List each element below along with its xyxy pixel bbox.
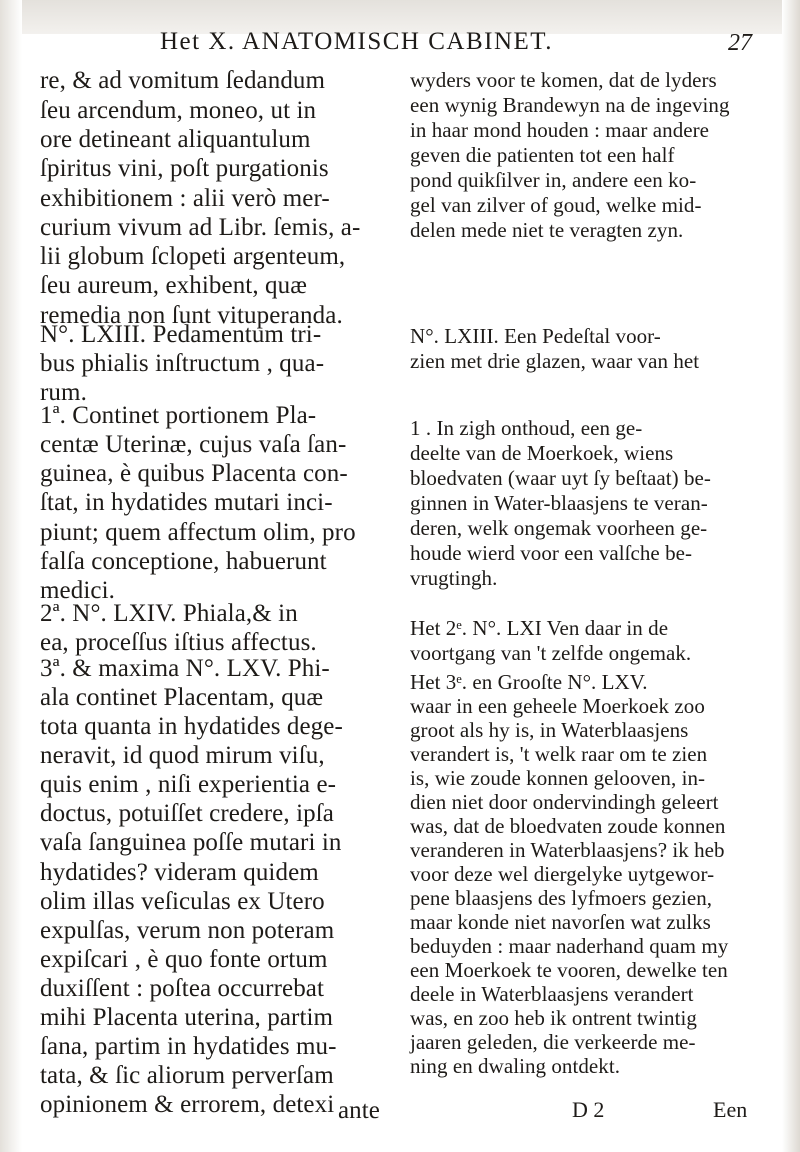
dutch-line: 1 . In zigh onthoud, een ge- xyxy=(410,416,643,440)
dutch-line: N°. LXIII. Een Pedeſtal voor- xyxy=(410,324,661,348)
latin-line: vaſa ſanguinea poſſe mutari in xyxy=(40,829,342,856)
latin-line: falſa conceptione, habuerunt xyxy=(40,548,327,575)
latin-line: remedia non ſunt vituperanda. xyxy=(40,302,343,329)
latin-line: mihi Placenta uterina, partim xyxy=(40,1004,334,1031)
dutch-line: voortgang van 't zelfde ongemak. xyxy=(410,641,692,665)
dutch-line: Het 2ᵉ. N°. LXI Ven daar in de xyxy=(410,616,669,640)
dutch-line: was, en zoo heb ik ontrent twintig xyxy=(410,1006,697,1030)
latin-line: tota quanta in hydatides dege- xyxy=(40,713,343,740)
latin-line: rum. xyxy=(40,379,87,406)
dutch-line: veranderen in Waterblaasjens? ik heb xyxy=(410,838,725,862)
dutch-line: voor deze wel diergelyke uytgewor- xyxy=(410,862,715,886)
latin-line: duxiſſent : poſtea occurrebat xyxy=(40,975,325,1002)
latin-line: ſeu aureum, exhibent, quæ xyxy=(40,272,308,299)
latin-line: ala continet Placentam, quæ xyxy=(40,684,324,711)
latin-line: curium vivum ad Libr. ſemis, a- xyxy=(40,214,361,241)
latin-line: expiſcari , è quo fonte ortum xyxy=(40,946,328,973)
dutch-line: maar konde niet navorſen wat zulks xyxy=(410,910,711,934)
dutch-line: pond quikſilver in, andere een ko- xyxy=(410,168,697,192)
dutch-line: bloedvaten (waar uyt ſy beſtaat) be- xyxy=(410,466,711,490)
latin-line: quis enim , niſi experientia e- xyxy=(40,771,337,798)
dutch-line: houde wierd voor een valſche be- xyxy=(410,541,693,565)
latin-line: ſtat, in hydatides mutari inci- xyxy=(40,489,333,516)
latin-catchword: ante xyxy=(337,1097,380,1124)
catchword: Een xyxy=(713,1097,748,1122)
latin-line: lii globum ſclopeti argenteum, xyxy=(40,243,346,270)
dutch-line: is, wie zoude konnen gelooven, in- xyxy=(410,766,706,790)
scan-edge-right xyxy=(782,0,800,1152)
dutch-line: delen mede niet te veragten zyn. xyxy=(410,218,684,242)
latin-line: opinionem & errorem, detexi xyxy=(40,1091,335,1118)
latin-column xyxy=(40,0,380,1152)
dutch-line: geven die patienten tot een half xyxy=(410,143,675,167)
dutch-line: een wynig Brandewyn na de ingeving xyxy=(410,93,730,117)
dutch-column xyxy=(410,0,755,1152)
latin-line: ea, proceſſus iſtius affectus. xyxy=(40,629,317,656)
latin-line: N°. LXIII. Pedamentum tri- xyxy=(40,321,322,348)
latin-line: neravit, id quod mirum viſu, xyxy=(40,742,325,769)
dutch-line: gel van zilver of goud, welke mid- xyxy=(410,193,702,217)
latin-line: 3ª. & maxima N°. LXV. Phi- xyxy=(40,655,330,682)
header-title: Het X. ANATOMISCH CABINET. xyxy=(160,28,553,55)
dutch-line: in haar mond houden : maar andere xyxy=(410,118,710,142)
latin-line: 1ª. Continet portionem Pla- xyxy=(40,402,317,429)
dutch-line: was, dat de bloedvaten zoude konnen xyxy=(410,814,726,838)
latin-line: ſeu arcendum, moneo, ut in xyxy=(40,97,317,124)
dutch-line: ginnen in Water-blaasjens te veran- xyxy=(410,491,708,515)
latin-line: guinea, è quibus Placenta con- xyxy=(40,460,348,487)
latin-line: 2ª. N°. LXIV. Phiala,& in xyxy=(40,600,298,627)
latin-line: piunt; quem affectum olim, pro xyxy=(40,519,356,546)
scan-edge-left xyxy=(0,0,22,1152)
dutch-line: deren, welk ongemak voorheen ge- xyxy=(410,516,708,540)
dutch-line: verandert is, 't welk raar om te zien xyxy=(410,742,708,766)
dutch-line: waar in een geheele Moerkoek zoo xyxy=(410,694,705,718)
latin-line: ſana, partim in hydatides mu- xyxy=(40,1033,337,1060)
signature-mark: D 2 xyxy=(572,1097,605,1122)
latin-line: exhibitionem : alii verò mer- xyxy=(40,185,330,212)
latin-line: centæ Uterinæ, cujus vaſa ſan- xyxy=(40,431,347,458)
dutch-line: Het 3ᵉ. en Grooſte N°. LXV. xyxy=(410,670,648,694)
latin-line: ſpiritus vini, poſt purgationis xyxy=(40,155,329,182)
latin-line: medici. xyxy=(40,577,115,604)
latin-line: expulſas, verum non poteram xyxy=(40,917,335,944)
latin-line: doctus, potuiſſet credere, ipſa xyxy=(40,800,334,827)
dutch-line: beduyden : maar naderhand quam my xyxy=(410,934,729,958)
dutch-line: jaaren geleden, die verkeerde me- xyxy=(410,1030,696,1054)
dutch-line: zien met drie glazen, waar van het xyxy=(410,349,700,373)
page-number: 27 xyxy=(728,30,752,56)
latin-line: olim illas veſiculas ex Utero xyxy=(40,888,325,915)
dutch-line: deele in Waterblaasjens verandert xyxy=(410,982,694,1006)
dutch-line: dien niet door ondervindingh geleert xyxy=(410,790,719,814)
dutch-line: wyders voor te komen, dat de lyders xyxy=(410,68,717,92)
latin-line: tata, & ſic aliorum perverſam xyxy=(40,1062,334,1089)
dutch-line: pene blaasjens des lyfmoers gezien, xyxy=(410,886,713,910)
latin-line: bus phialis inſtructum , qua- xyxy=(40,350,325,377)
dutch-line: deelte van de Moerkoek, wiens xyxy=(410,441,674,465)
latin-line: re, & ad vomitum ſedandum xyxy=(40,67,326,94)
latin-line: hydatides? videram quidem xyxy=(40,859,319,886)
latin-line: ore detineant aliquantulum xyxy=(40,126,311,153)
dutch-line: een Moerkoek te vooren, dewelke ten xyxy=(410,958,728,982)
dutch-line: groot als hy is, in Waterblaasjens xyxy=(410,718,689,742)
dutch-line: vrugtingh. xyxy=(410,566,498,590)
dutch-line: ning en dwaling ontdekt. xyxy=(410,1054,620,1078)
